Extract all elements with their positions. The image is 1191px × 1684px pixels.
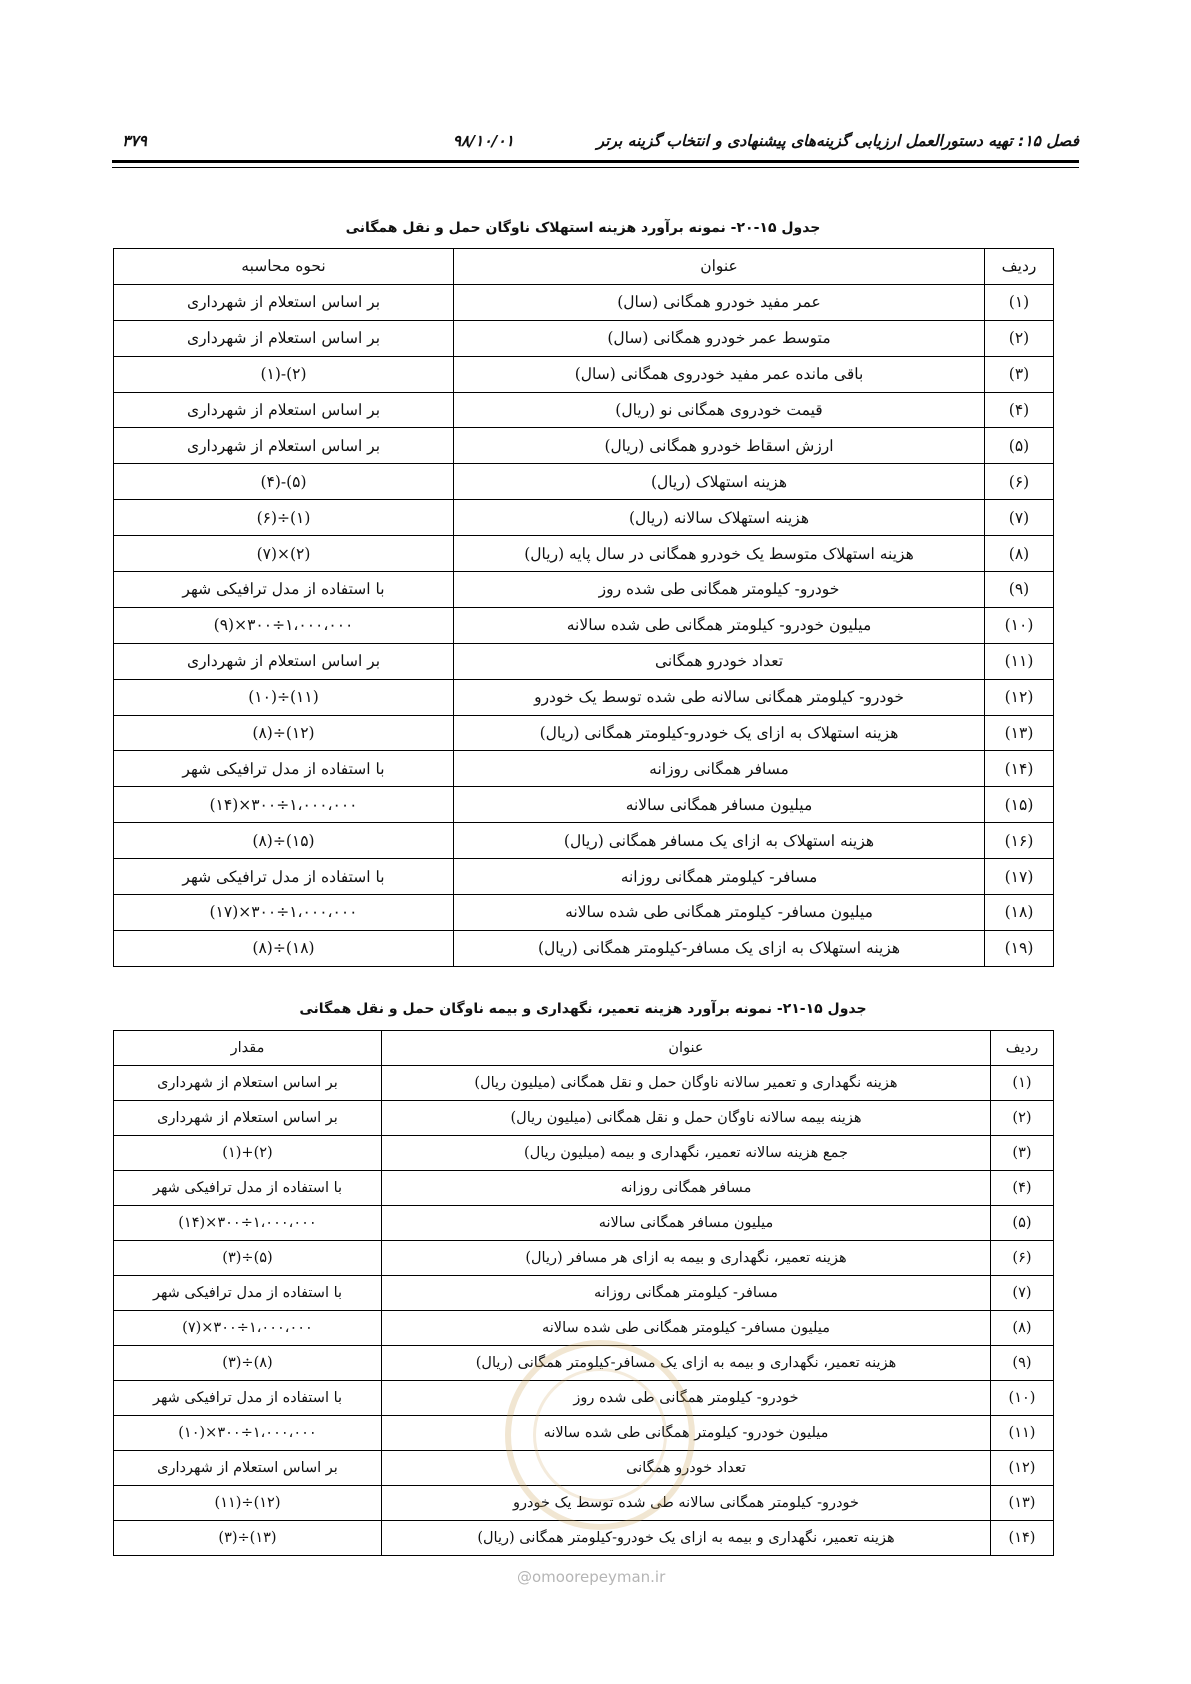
table-row [114,1311,1054,1346]
method-cell: (۱۳)÷(۳) [114,1521,382,1556]
method-cell: (۲)+(۱) [114,1136,382,1171]
title-cell: هزینه استهلاک سالانه (ریال) [454,500,985,536]
row-number-cell: (۱۶) [985,823,1054,859]
method-cell: ۱،۰۰۰،۰۰۰÷۳۰۰×(۱۴) [114,787,454,823]
table-row [114,392,1054,428]
table-row [114,643,1054,679]
method-cell: (۱۵)÷(۸) [114,823,454,859]
row-number-cell: (۶) [991,1241,1054,1276]
title-cell: میلیون مسافر- کیلومتر همگانی طی شده سالانه [382,1311,991,1346]
table-row [114,895,1054,931]
method-cell: (۲)×(۷) [114,536,454,572]
row-number-cell: (۱۰) [991,1381,1054,1416]
table-row [114,1136,1054,1171]
title-cell: تعداد خودرو همگانی [454,643,985,679]
method-cell: بر اساس استعلام از شهرداری [114,428,454,464]
title-cell: خودرو- کیلومتر همگانی طی شده روز [454,572,985,608]
row-number-cell: (۹) [985,572,1054,608]
table-row [114,500,1054,536]
method-cell: ۱،۰۰۰،۰۰۰÷۳۰۰×(۱۴) [114,1206,382,1241]
row-number-cell: (۱۱) [985,643,1054,679]
row-number-cell: (۱۹) [985,930,1054,966]
method-cell: (۲)-(۱) [114,356,454,392]
table-row [114,823,1054,859]
row-number-cell: (۱۴) [985,751,1054,787]
col-header-method: نحوه محاسبه [114,249,454,285]
method-cell: بر اساس استعلام از شهرداری [114,392,454,428]
method-cell: با استفاده از مدل ترافیکی شهر [114,859,454,895]
row-number-cell: (۴) [991,1171,1054,1206]
method-cell: (۸)÷(۳) [114,1346,382,1381]
table-row [114,859,1054,895]
title-cell: مسافر- کیلومتر همگانی روزانه [382,1276,991,1311]
watermark-site: @omoorepeyman.ir [517,1568,666,1586]
method-cell: (۵)-(۴) [114,464,454,500]
method-cell: (۱۲)÷(۱۱) [114,1486,382,1521]
row-number-cell: (۱۴) [991,1521,1054,1556]
col-header-row-number: ردیف [991,1031,1054,1066]
table-row [114,679,1054,715]
title-cell: قیمت خودروی همگانی نو (ریال) [454,392,985,428]
row-number-cell: (۱۰) [985,607,1054,643]
method-cell: ۱،۰۰۰،۰۰۰÷۳۰۰×(۱۰) [114,1416,382,1451]
row-number-cell: (۳) [985,356,1054,392]
row-number-cell: (۲) [985,320,1054,356]
title-cell: هزینه استهلاک به ازای یک مسافر همگانی (ریال) [454,823,985,859]
method-cell: با استفاده از مدل ترافیکی شهر [114,751,454,787]
method-cell: ۱،۰۰۰،۰۰۰÷۳۰۰×(۷) [114,1311,382,1346]
table-row [114,930,1054,966]
title-cell: هزینه تعمیر، نگهداری و بیمه به ازای یک خودرو-کیلومتر همگانی (ریال) [382,1521,991,1556]
method-cell: بر اساس استعلام از شهرداری [114,1066,382,1101]
table1-caption: جدول ۱۵-۲۰- نمونه برآورد هزینه استهلاک ناوگان حمل و نقل همگانی [345,220,821,236]
table-header-row [114,1031,1054,1066]
method-cell: با استفاده از مدل ترافیکی شهر [114,1276,382,1311]
title-cell: متوسط عمر خودرو همگانی (سال) [454,320,985,356]
table-row [114,284,1054,320]
table-row [114,320,1054,356]
method-cell: بر اساس استعلام از شهرداری [114,1101,382,1136]
col-header-value: مقدار [114,1031,382,1066]
method-cell: ۱،۰۰۰،۰۰۰÷۳۰۰×(۹) [114,607,454,643]
col-header-title: عنوان [454,249,985,285]
col-header-row-number: ردیف [985,249,1054,285]
method-cell: بر اساس استعلام از شهرداری [114,1451,382,1486]
row-number-cell: (۱) [985,284,1054,320]
title-cell: هزینه بیمه سالانه ناوگان حمل و نقل همگانی (میلیون ریال) [382,1101,991,1136]
title-cell: هزینه استهلاک (ریال) [454,464,985,500]
title-cell: جمع هزینه سالانه تعمیر، نگهداری و بیمه (میلیون ریال) [382,1136,991,1171]
page-number: ۳۷۹ [122,132,147,150]
row-number-cell: (۸) [991,1311,1054,1346]
title-cell: خودرو- کیلومتر همگانی طی شده روز [382,1381,991,1416]
table-row [114,1171,1054,1206]
table-row [114,464,1054,500]
table-row [114,607,1054,643]
title-cell: هزینه استهلاک به ازای یک خودرو-کیلومتر همگانی (ریال) [454,715,985,751]
title-cell: میلیون مسافر همگانی سالانه [454,787,985,823]
table-row [114,1241,1054,1276]
title-cell: خودرو- کیلومتر همگانی سالانه طی شده توسط یک خودرو [454,679,985,715]
row-number-cell: (۹) [991,1346,1054,1381]
title-cell: هزینه نگهداری و تعمیر سالانه ناوگان حمل و نقل همگانی (میلیون ریال) [382,1066,991,1101]
table-row [114,1066,1054,1101]
page-header [112,128,1079,162]
row-number-cell: (۱۱) [991,1416,1054,1451]
table-row [114,1101,1054,1136]
method-cell: ۱،۰۰۰،۰۰۰÷۳۰۰×(۱۷) [114,895,454,931]
title-cell: خودرو- کیلومتر همگانی سالانه طی شده توسط یک خودرو [382,1486,991,1521]
row-number-cell: (۶) [985,464,1054,500]
title-cell: هزینه تعمیر، نگهداری و بیمه به ازای هر مسافر (ریال) [382,1241,991,1276]
chapter-title: فصل ۱۵: تهیه دستورالعمل ارزیابی گزینه‌های پیشنهادی و انتخاب گزینه برتر [596,132,1079,150]
title-cell: مسافر- کیلومتر همگانی روزانه [454,859,985,895]
row-number-cell: (۱) [991,1066,1054,1101]
row-number-cell: (۳) [991,1136,1054,1171]
title-cell: باقی مانده عمر مفید خودروی همگانی (سال) [454,356,985,392]
header-rule-thick [112,160,1079,163]
title-cell: مسافر همگانی روزانه [382,1171,991,1206]
row-number-cell: (۱۲) [991,1451,1054,1486]
title-cell: میلیون مسافر همگانی سالانه [382,1206,991,1241]
title-cell: میلیون خودرو- کیلومتر همگانی طی شده سالانه [382,1416,991,1451]
method-cell: با استفاده از مدل ترافیکی شهر [114,1171,382,1206]
row-number-cell: (۱۳) [991,1486,1054,1521]
method-cell: بر اساس استعلام از شهرداری [114,643,454,679]
method-cell: (۱۱)÷(۱۰) [114,679,454,715]
table-row [114,536,1054,572]
depreciation-table [113,248,1054,967]
table-header-row [114,249,1054,285]
title-cell: هزینه استهلاک به ازای یک مسافر-کیلومتر همگانی (ریال) [454,930,985,966]
title-cell: تعداد خودرو همگانی [382,1451,991,1486]
title-cell: میلیون مسافر- کیلومتر همگانی طی شده سالانه [454,895,985,931]
method-cell: با استفاده از مدل ترافیکی شهر [114,572,454,608]
method-cell: (۵)÷(۳) [114,1241,382,1276]
watermark-seal-icon [505,1340,695,1530]
header-date: ۹۸/۱۰/۰۱ [452,132,514,150]
method-cell: با استفاده از مدل ترافیکی شهر [114,1381,382,1416]
table2-caption: جدول ۱۵-۲۱- نمونه برآورد هزینه تعمیر، نگهداری و بیمه ناوگان حمل و نقل همگانی [299,1001,867,1017]
method-cell: (۱۸)÷(۸) [114,930,454,966]
table-row [114,572,1054,608]
row-number-cell: (۱۵) [985,787,1054,823]
col-header-title: عنوان [382,1031,991,1066]
table-row [114,1206,1054,1241]
title-cell: مسافر همگانی روزانه [454,751,985,787]
method-cell: بر اساس استعلام از شهرداری [114,320,454,356]
table-row [114,356,1054,392]
header-rule-thin [112,167,1079,168]
row-number-cell: (۱۳) [985,715,1054,751]
row-number-cell: (۷) [991,1276,1054,1311]
row-number-cell: (۱۸) [985,895,1054,931]
row-number-cell: (۲) [991,1101,1054,1136]
method-cell: بر اساس استعلام از شهرداری [114,284,454,320]
method-cell: (۱)÷(۶) [114,500,454,536]
method-cell: (۱۲)÷(۸) [114,715,454,751]
row-number-cell: (۵) [991,1206,1054,1241]
title-cell: هزینه تعمیر، نگهداری و بیمه به ازای یک مسافر-کیلومتر همگانی (ریال) [382,1346,991,1381]
row-number-cell: (۱۷) [985,859,1054,895]
row-number-cell: (۷) [985,500,1054,536]
table-row [114,715,1054,751]
row-number-cell: (۴) [985,392,1054,428]
title-cell: هزینه استهلاک متوسط یک خودرو همگانی در سال پایه (ریال) [454,536,985,572]
row-number-cell: (۱۲) [985,679,1054,715]
title-cell: عمر مفید خودرو همگانی (سال) [454,284,985,320]
title-cell: میلیون خودرو- کیلومتر همگانی طی شده سالانه [454,607,985,643]
table-row [114,428,1054,464]
row-number-cell: (۸) [985,536,1054,572]
row-number-cell: (۵) [985,428,1054,464]
table-row [114,751,1054,787]
table-row [114,787,1054,823]
table-row [114,1276,1054,1311]
title-cell: ارزش اسقاط خودرو همگانی (ریال) [454,428,985,464]
